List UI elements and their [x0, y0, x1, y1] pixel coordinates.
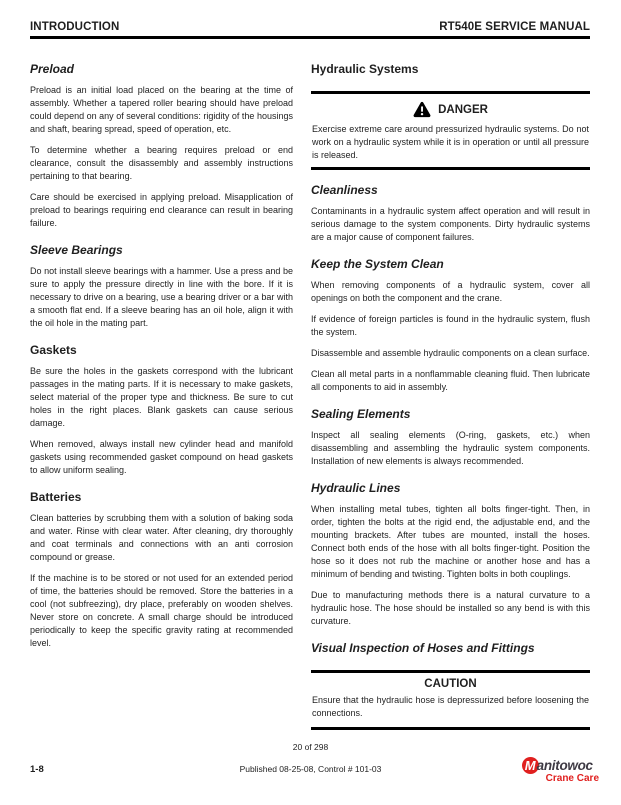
- section-heading-batteries: Batteries: [30, 490, 82, 504]
- crane-care-text: Crane Care: [545, 773, 599, 784]
- section-heading-gaskets: Gaskets: [30, 343, 77, 357]
- paragraph: Disassemble and assemble hydraulic components on a clean surface.: [311, 348, 590, 358]
- paragraph: Be sure the holes in the gaskets correspond with the lubricant passages in the mating parts. If it is necessary to make gaskets, select material of the proper type and thickness. Be sure to cut holes in the right places. Blank gaskets can cause serious damage.: [30, 366, 293, 428]
- footer-page-number: 1-8: [30, 764, 44, 775]
- paragraph: Do not install sleeve bearings with a hammer. Use a press and be sure to apply the pressure directly in line with the bore. If it is necessary to drive on a bearing, use a bearing driver or a bar with a smooth flat end. If a sleeve bearing has an oil hole, align it with the oil hole in the mating part.: [30, 266, 293, 328]
- section-heading-visual-inspection: Visual Inspection of Hoses and Fittings: [311, 641, 535, 655]
- paragraph: To determine whether a bearing requires preload or end clearance, consult the disassembly and assembly instructions pertaining to that bearing.: [30, 145, 293, 181]
- left-column: [30, 61, 293, 730]
- danger-text: Exercise extreme care around pressurized hydraulic systems. Do not work on a hydraulic system while it is in operation or until all pressure is released.: [312, 124, 589, 160]
- header-manual-title: RT540E SERVICE MANUAL: [439, 21, 590, 33]
- caution-title: CAUTION: [424, 678, 477, 690]
- paragraph: Inspect all sealing elements (O-ring, gaskets, etc.) when disassembling and assembling the hydraulic system components. Installation of new elements is always recommended.: [311, 430, 590, 466]
- header-section-title: INTRODUCTION: [30, 21, 120, 33]
- manitowoc-brand-text: anitowoc: [536, 758, 593, 773]
- section-heading-sealing-elements: Sealing Elements: [311, 407, 411, 421]
- section-heading-preload: Preload: [30, 62, 75, 76]
- danger-box: [311, 91, 590, 170]
- paragraph: Contaminants in a hydraulic system affect operation and will result in serious damage to the system components. Dirty hydraulic systems are a major cause of component failures.: [311, 206, 590, 242]
- paragraph: When removing components of a hydraulic system, cover all openings on both the component and the crane.: [311, 280, 590, 303]
- footer-page-count: 20 of 298: [292, 742, 329, 752]
- paragraph: Preload is an initial load placed on the bearing at the time of assembly. Whether a tapered roller bearing should have preload could depend on any of several conditions: rigidity of the housings and shaft, bearing spread, speed of operation, etc.: [30, 85, 293, 134]
- section-heading-cleanliness: Cleanliness: [311, 183, 378, 197]
- paragraph: If evidence of foreign particles is found in the hydraulic system, flush the system.: [311, 314, 590, 337]
- paragraph: Clean all metal parts in a nonflammable cleaning fluid. Then lubricate all components to aid in assembly.: [311, 369, 590, 392]
- manitowoc-logo-icon: M: [522, 757, 539, 774]
- paragraph: Due to manufacturing methods there is a natural curvature to a hydraulic hose. The hose should be installed so any bend is with this curvature.: [311, 590, 590, 626]
- caution-text: Ensure that the hydraulic hose is depressurized before loosening the connections.: [312, 695, 589, 718]
- section-heading-sleeve-bearings: Sleeve Bearings: [30, 243, 123, 257]
- paragraph: Care should be exercised in applying preload. Misapplication of preload to bearings requiring end clearance can result in bearing failure.: [30, 192, 293, 228]
- paragraph: When installing metal tubes, tighten all bolts finger-tight. Then, in order, tighten the bolts at the rigid end, the adjustable end, and the mounting brackets. After tubes are mounted, install the hoses. Connect both ends of the hose with all bolts finger-tight. Position the hose so it does not rub the machine or another hose and has a minimum of bending and twisting. Tighten bolts in both couplings.: [311, 504, 590, 579]
- section-heading-keep-system-clean: Keep the System Clean: [311, 257, 444, 271]
- warning-triangle-icon: [413, 101, 431, 118]
- footer-published-line: Published 08-25-08, Control # 101-03: [239, 764, 382, 774]
- danger-title: DANGER: [438, 103, 488, 116]
- section-heading-hydraulic-lines: Hydraulic Lines: [311, 481, 401, 495]
- right-column: [311, 61, 590, 730]
- caution-box: [311, 670, 590, 730]
- manitowoc-logo: [522, 757, 599, 784]
- section-heading-hydraulic-systems: Hydraulic Systems: [311, 62, 419, 76]
- page-header: [30, 21, 590, 39]
- paragraph: When removed, always install new cylinder head and manifold gaskets using recommended gasket compound on head gaskets to allow uniform sealing.: [30, 439, 293, 475]
- paragraph: Clean batteries by scrubbing them with a solution of baking soda and water. Rinse with clear water. After cleaning, dry thoroughly and coat terminals and connections with an anti corrosion compound or grease.: [30, 513, 293, 562]
- paragraph: If the machine is to be stored or not used for an extended period of time, the batteries should be removed. Store the batteries in a cool (not subfreezing), dry place, preferably on wooden shelves. Never store on concrete. A small charge should be introduced periodically to keep the specific gravity rating at recommended level.: [30, 573, 293, 648]
